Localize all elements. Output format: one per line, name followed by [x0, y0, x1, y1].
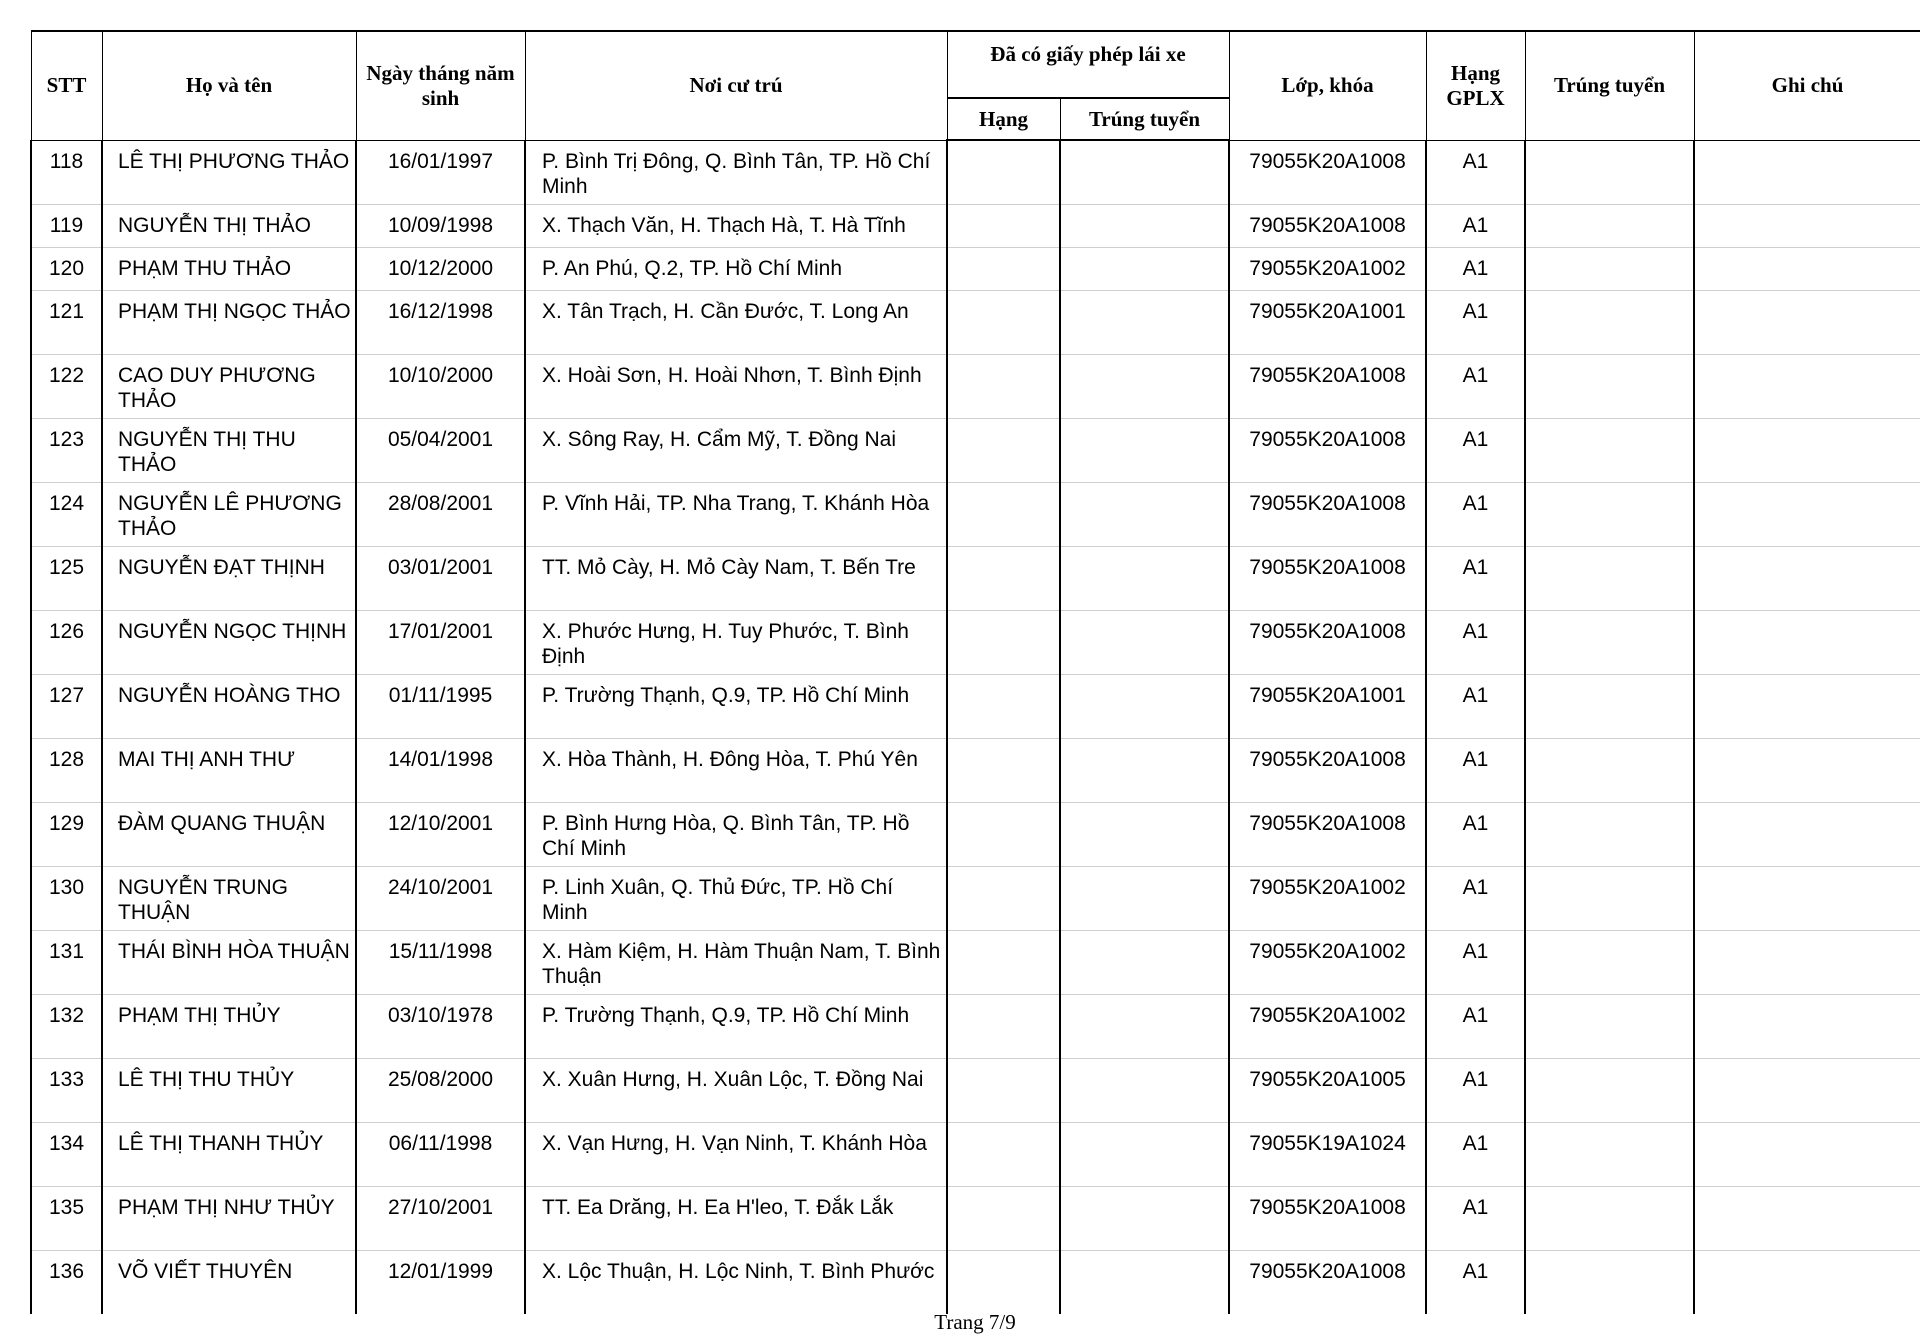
cell-dob: 06/11/1998	[356, 1122, 525, 1186]
cell-address: P. Bình Hưng Hòa, Q. Bình Tân, TP. Hồ Chí Minh	[525, 802, 947, 866]
cell-dob: 24/10/2001	[356, 866, 525, 930]
table-row	[31, 674, 1920, 738]
table-row	[31, 482, 1920, 546]
cell-license-class: A1	[1426, 204, 1525, 247]
cell-name: PHẠM THỊ NGỌC THẢO	[102, 290, 356, 354]
cell-stt: 128	[31, 738, 102, 802]
cell-license-class: A1	[1426, 1186, 1525, 1250]
cell-address: P. Trường Thạnh, Q.9, TP. Hồ Chí Minh	[525, 994, 947, 1058]
cell-notes	[1694, 546, 1920, 610]
cell-admitted	[1525, 482, 1694, 546]
cell-existing-rank	[947, 802, 1060, 866]
header-license-class: Hạng GPLX	[1426, 31, 1525, 140]
cell-class: 79055K20A1008	[1229, 354, 1426, 418]
cell-existing-rank	[947, 290, 1060, 354]
cell-license-class: A1	[1426, 930, 1525, 994]
cell-existing-rank	[947, 354, 1060, 418]
cell-address: X. Phước Hưng, H. Tuy Phước, T. Bình Định	[525, 610, 947, 674]
cell-existing-rank	[947, 204, 1060, 247]
cell-name: NGUYỄN LÊ PHƯƠNG THẢO	[102, 482, 356, 546]
cell-admitted	[1525, 354, 1694, 418]
cell-address: X. Tân Trạch, H. Cần Đước, T. Long An	[525, 290, 947, 354]
cell-stt: 122	[31, 354, 102, 418]
cell-existing-admitted	[1060, 610, 1229, 674]
table-body	[31, 140, 1920, 1314]
cell-class: 79055K20A1001	[1229, 290, 1426, 354]
cell-existing-admitted	[1060, 1250, 1229, 1314]
table-row	[31, 546, 1920, 610]
cell-notes	[1694, 738, 1920, 802]
cell-notes	[1694, 418, 1920, 482]
cell-class: 79055K20A1008	[1229, 204, 1426, 247]
cell-admitted	[1525, 930, 1694, 994]
cell-address: X. Hoài Sơn, H. Hoài Nhơn, T. Bình Định	[525, 354, 947, 418]
cell-existing-rank	[947, 1058, 1060, 1122]
cell-dob: 12/10/2001	[356, 802, 525, 866]
cell-dob: 10/10/2000	[356, 354, 525, 418]
cell-class: 79055K20A1002	[1229, 247, 1426, 290]
cell-class: 79055K20A1008	[1229, 738, 1426, 802]
header-class: Lớp, khóa	[1229, 31, 1426, 140]
table-row	[31, 802, 1920, 866]
cell-dob: 16/12/1998	[356, 290, 525, 354]
cell-notes	[1694, 1058, 1920, 1122]
cell-name: CAO DUY PHƯƠNG THẢO	[102, 354, 356, 418]
cell-license-class: A1	[1426, 1058, 1525, 1122]
header-existing-license: Đã có giấy phép lái xe	[947, 31, 1229, 98]
header-dob: Ngày tháng năm sinh	[356, 31, 525, 140]
cell-name: PHẠM THU THẢO	[102, 247, 356, 290]
cell-stt: 120	[31, 247, 102, 290]
cell-existing-rank	[947, 247, 1060, 290]
cell-existing-rank	[947, 610, 1060, 674]
cell-name: NGUYỄN THỊ THU THẢO	[102, 418, 356, 482]
cell-license-class: A1	[1426, 140, 1525, 204]
cell-existing-admitted	[1060, 482, 1229, 546]
cell-stt: 123	[31, 418, 102, 482]
cell-license-class: A1	[1426, 1122, 1525, 1186]
cell-existing-rank	[947, 140, 1060, 204]
cell-address: TT. Ea Drăng, H. Ea H'leo, T. Đắk Lắk	[525, 1186, 947, 1250]
cell-address: P. Vĩnh Hải, TP. Nha Trang, T. Khánh Hòa	[525, 482, 947, 546]
cell-existing-rank	[947, 546, 1060, 610]
cell-notes	[1694, 247, 1920, 290]
cell-notes	[1694, 354, 1920, 418]
cell-stt: 131	[31, 930, 102, 994]
cell-name: THÁI BÌNH HÒA THUẬN	[102, 930, 356, 994]
table-row	[31, 1122, 1920, 1186]
cell-notes	[1694, 290, 1920, 354]
cell-stt: 125	[31, 546, 102, 610]
cell-admitted	[1525, 866, 1694, 930]
cell-admitted	[1525, 140, 1694, 204]
cell-class: 79055K20A1005	[1229, 1058, 1426, 1122]
cell-dob: 17/01/2001	[356, 610, 525, 674]
cell-name: VÕ VIẾT THUYÊN	[102, 1250, 356, 1314]
cell-notes	[1694, 930, 1920, 994]
cell-admitted	[1525, 290, 1694, 354]
cell-admitted	[1525, 418, 1694, 482]
cell-name: MAI THỊ ANH THƯ	[102, 738, 356, 802]
cell-address: TT. Mỏ Cày, H. Mỏ Cày Nam, T. Bến Tre	[525, 546, 947, 610]
table-row	[31, 140, 1920, 204]
cell-notes	[1694, 802, 1920, 866]
cell-license-class: A1	[1426, 290, 1525, 354]
cell-stt: 124	[31, 482, 102, 546]
cell-stt: 136	[31, 1250, 102, 1314]
cell-license-class: A1	[1426, 738, 1525, 802]
cell-dob: 16/01/1997	[356, 140, 525, 204]
cell-existing-rank	[947, 930, 1060, 994]
header-notes: Ghi chú	[1694, 31, 1920, 140]
cell-class: 79055K20A1008	[1229, 1186, 1426, 1250]
cell-dob: 28/08/2001	[356, 482, 525, 546]
cell-license-class: A1	[1426, 482, 1525, 546]
cell-existing-admitted	[1060, 354, 1229, 418]
header-admitted: Trúng tuyển	[1525, 31, 1694, 140]
cell-name: PHẠM THỊ NHƯ THỦY	[102, 1186, 356, 1250]
cell-address: X. Thạch Văn, H. Thạch Hà, T. Hà Tĩnh	[525, 204, 947, 247]
table-row	[31, 354, 1920, 418]
cell-dob: 25/08/2000	[356, 1058, 525, 1122]
cell-admitted	[1525, 1058, 1694, 1122]
candidate-table	[30, 30, 1920, 1314]
cell-dob: 03/01/2001	[356, 546, 525, 610]
cell-license-class: A1	[1426, 802, 1525, 866]
cell-dob: 01/11/1995	[356, 674, 525, 738]
cell-notes	[1694, 674, 1920, 738]
cell-address: P. Linh Xuân, Q. Thủ Đức, TP. Hồ Chí Minh	[525, 866, 947, 930]
cell-existing-rank	[947, 738, 1060, 802]
cell-stt: 121	[31, 290, 102, 354]
table-row	[31, 1250, 1920, 1314]
cell-notes	[1694, 482, 1920, 546]
cell-address: X. Vạn Hưng, H. Vạn Ninh, T. Khánh Hòa	[525, 1122, 947, 1186]
cell-existing-admitted	[1060, 802, 1229, 866]
cell-existing-admitted	[1060, 1186, 1229, 1250]
cell-stt: 118	[31, 140, 102, 204]
cell-license-class: A1	[1426, 1250, 1525, 1314]
cell-name: NGUYỄN ĐẠT THỊNH	[102, 546, 356, 610]
cell-license-class: A1	[1426, 418, 1525, 482]
cell-existing-rank	[947, 1250, 1060, 1314]
header-stt: STT	[31, 31, 102, 140]
document-page	[30, 30, 1920, 1314]
table-row	[31, 247, 1920, 290]
cell-class: 79055K20A1002	[1229, 866, 1426, 930]
cell-notes	[1694, 994, 1920, 1058]
cell-stt: 119	[31, 204, 102, 247]
cell-admitted	[1525, 1122, 1694, 1186]
cell-name: PHẠM THỊ THỦY	[102, 994, 356, 1058]
cell-class: 79055K20A1008	[1229, 482, 1426, 546]
table-row	[31, 418, 1920, 482]
cell-name: NGUYỄN TRUNG THUẬN	[102, 866, 356, 930]
cell-name: NGUYỄN THỊ THẢO	[102, 204, 356, 247]
cell-name: ĐÀM QUANG THUẬN	[102, 802, 356, 866]
cell-notes	[1694, 204, 1920, 247]
cell-stt: 133	[31, 1058, 102, 1122]
cell-existing-admitted	[1060, 290, 1229, 354]
cell-stt: 132	[31, 994, 102, 1058]
cell-license-class: A1	[1426, 546, 1525, 610]
table-row	[31, 866, 1920, 930]
table-row	[31, 1186, 1920, 1250]
cell-class: 79055K20A1008	[1229, 140, 1426, 204]
cell-admitted	[1525, 546, 1694, 610]
cell-address: X. Lộc Thuận, H. Lộc Ninh, T. Bình Phước	[525, 1250, 947, 1314]
cell-dob: 14/01/1998	[356, 738, 525, 802]
cell-address: X. Xuân Hưng, H. Xuân Lộc, T. Đồng Nai	[525, 1058, 947, 1122]
cell-class: 79055K20A1008	[1229, 610, 1426, 674]
cell-notes	[1694, 610, 1920, 674]
cell-admitted	[1525, 610, 1694, 674]
cell-notes	[1694, 1250, 1920, 1314]
cell-notes	[1694, 1122, 1920, 1186]
cell-admitted	[1525, 674, 1694, 738]
cell-class: 79055K20A1008	[1229, 1250, 1426, 1314]
cell-stt: 129	[31, 802, 102, 866]
cell-existing-admitted	[1060, 204, 1229, 247]
cell-license-class: A1	[1426, 354, 1525, 418]
cell-existing-rank	[947, 482, 1060, 546]
table-row	[31, 1058, 1920, 1122]
header-existing-admitted: Trúng tuyển	[1060, 98, 1229, 140]
cell-class: 79055K20A1002	[1229, 994, 1426, 1058]
cell-class: 79055K20A1008	[1229, 546, 1426, 610]
cell-existing-admitted	[1060, 930, 1229, 994]
cell-stt: 130	[31, 866, 102, 930]
table-row	[31, 290, 1920, 354]
cell-dob: 05/04/2001	[356, 418, 525, 482]
cell-address: X. Hòa Thành, H. Đông Hòa, T. Phú Yên	[525, 738, 947, 802]
cell-license-class: A1	[1426, 610, 1525, 674]
cell-stt: 127	[31, 674, 102, 738]
cell-license-class: A1	[1426, 994, 1525, 1058]
cell-existing-admitted	[1060, 1058, 1229, 1122]
cell-dob: 12/01/1999	[356, 1250, 525, 1314]
cell-admitted	[1525, 204, 1694, 247]
cell-notes	[1694, 140, 1920, 204]
cell-license-class: A1	[1426, 247, 1525, 290]
cell-admitted	[1525, 738, 1694, 802]
cell-dob: 03/10/1978	[356, 994, 525, 1058]
cell-name: NGUYỄN NGỌC THỊNH	[102, 610, 356, 674]
cell-name: LÊ THỊ THU THỦY	[102, 1058, 356, 1122]
cell-admitted	[1525, 1250, 1694, 1314]
cell-class: 79055K19A1024	[1229, 1122, 1426, 1186]
cell-existing-admitted	[1060, 1122, 1229, 1186]
header-existing-rank: Hạng	[947, 98, 1060, 140]
cell-stt: 134	[31, 1122, 102, 1186]
cell-address: X. Hàm Kiệm, H. Hàm Thuận Nam, T. Bình Thuận	[525, 930, 947, 994]
cell-name: LÊ THỊ THANH THỦY	[102, 1122, 356, 1186]
cell-existing-admitted	[1060, 674, 1229, 738]
table-header	[31, 31, 1920, 140]
cell-dob: 10/09/1998	[356, 204, 525, 247]
cell-address: X. Sông Ray, H. Cẩm Mỹ, T. Đồng Nai	[525, 418, 947, 482]
cell-stt: 135	[31, 1186, 102, 1250]
cell-dob: 27/10/2001	[356, 1186, 525, 1250]
cell-admitted	[1525, 802, 1694, 866]
cell-existing-admitted	[1060, 738, 1229, 802]
cell-existing-admitted	[1060, 994, 1229, 1058]
table-row	[31, 994, 1920, 1058]
cell-name: LÊ THỊ PHƯƠNG THẢO	[102, 140, 356, 204]
cell-existing-admitted	[1060, 247, 1229, 290]
cell-dob: 15/11/1998	[356, 930, 525, 994]
cell-existing-rank	[947, 1186, 1060, 1250]
cell-existing-rank	[947, 418, 1060, 482]
table-row	[31, 738, 1920, 802]
page-number: Trang 7/9	[934, 1310, 1016, 1334]
cell-address: P. An Phú, Q.2, TP. Hồ Chí Minh	[525, 247, 947, 290]
table-row	[31, 610, 1920, 674]
table-row	[31, 930, 1920, 994]
cell-notes	[1694, 866, 1920, 930]
cell-admitted	[1525, 247, 1694, 290]
cell-existing-admitted	[1060, 866, 1229, 930]
cell-license-class: A1	[1426, 866, 1525, 930]
cell-name: NGUYỄN HOÀNG THO	[102, 674, 356, 738]
cell-existing-rank	[947, 866, 1060, 930]
cell-existing-admitted	[1060, 140, 1229, 204]
cell-stt: 126	[31, 610, 102, 674]
cell-class: 79055K20A1008	[1229, 802, 1426, 866]
cell-address: P. Trường Thạnh, Q.9, TP. Hồ Chí Minh	[525, 674, 947, 738]
cell-notes	[1694, 1186, 1920, 1250]
table-row	[31, 204, 1920, 247]
cell-existing-rank	[947, 1122, 1060, 1186]
cell-address: P. Bình Trị Đông, Q. Bình Tân, TP. Hồ Chí Minh	[525, 140, 947, 204]
cell-class: 79055K20A1001	[1229, 674, 1426, 738]
cell-admitted	[1525, 994, 1694, 1058]
cell-existing-rank	[947, 674, 1060, 738]
cell-license-class: A1	[1426, 674, 1525, 738]
cell-admitted	[1525, 1186, 1694, 1250]
header-name: Họ và tên	[102, 31, 356, 140]
cell-dob: 10/12/2000	[356, 247, 525, 290]
header-address: Nơi cư trú	[525, 31, 947, 140]
cell-existing-rank	[947, 994, 1060, 1058]
cell-existing-admitted	[1060, 546, 1229, 610]
cell-existing-admitted	[1060, 418, 1229, 482]
cell-class: 79055K20A1002	[1229, 930, 1426, 994]
cell-class: 79055K20A1008	[1229, 418, 1426, 482]
